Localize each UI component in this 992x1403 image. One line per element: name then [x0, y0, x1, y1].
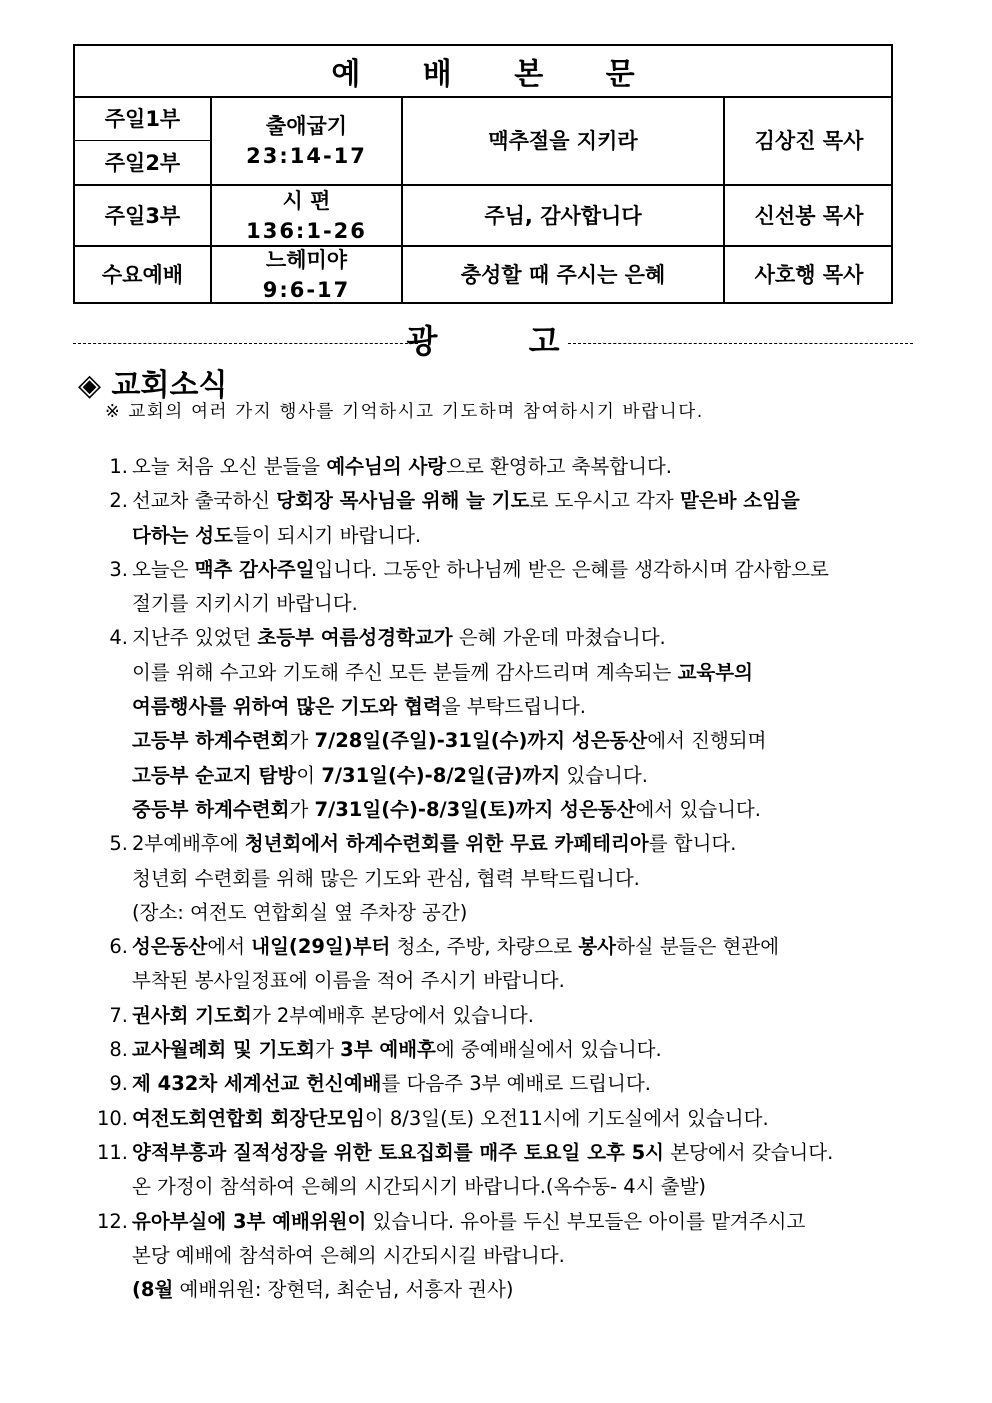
scripture-wednesday: [212, 247, 401, 302]
list-item-line: [132, 484, 910, 518]
body-text: 있습니다. 유아를 두신 부모들은 아이를 맡겨주시고: [366, 1209, 806, 1233]
body-text: 이 8/3일(토) 오전11시에 기도실에서 있습니다.: [364, 1106, 769, 1130]
body-text: 오늘은: [132, 557, 195, 581]
sermon-title-12: 맥추절을 지키라: [488, 129, 638, 153]
emphasis-text: 다하는 성도: [132, 523, 233, 547]
sermon-title-3: 주님, 감사합니다: [484, 203, 642, 228]
list-item-line: [132, 793, 910, 827]
list-item: [80, 1136, 910, 1205]
list-item-number: 3.: [109, 557, 128, 581]
body-text: 본당에서 갖습니다.: [664, 1140, 834, 1164]
list-item-number: 9.: [109, 1072, 128, 1096]
body-text: 입니다. 그동안 하나님께 받은 은혜를 생각하시며 감사함으로: [314, 557, 829, 581]
sermon-title-wednesday: 충성할 때 주시는 은혜: [460, 262, 666, 287]
list-item-line: [132, 827, 910, 861]
list-item-line: [132, 553, 910, 587]
list-item: [80, 999, 910, 1033]
list-item: [80, 1033, 910, 1067]
list-item: [80, 827, 910, 930]
scripture-ref: 136:1-26: [246, 218, 367, 243]
body-text: 2부예배후에: [132, 832, 245, 856]
body-text: 이: [296, 763, 322, 787]
list-item: [80, 553, 910, 622]
body-text: 로 도우시고 각자: [529, 489, 680, 513]
emphasis-text: 내일(29일)부터: [251, 935, 391, 959]
body-text: 지난주 있었던: [132, 626, 258, 650]
scripture-book: 시 편: [282, 188, 331, 213]
emphasis-text: (8월: [132, 1278, 174, 1302]
body-text: 에서: [207, 935, 252, 959]
list-item: [80, 484, 910, 553]
emphasis-text: 성은동산: [132, 935, 208, 959]
body-text: 선교차 출국하신: [132, 489, 277, 513]
emphasis-text: 교사월례회 및 기도회: [132, 1038, 316, 1062]
body-text: 예배위원: 장현덕, 최순님, 서흥자 권사): [173, 1278, 514, 1302]
list-item-line: [132, 1136, 910, 1170]
list-item-line: [132, 587, 910, 621]
body-text: 본당 예배에 참석하여 은혜의 시간되시길 바랍니다.: [132, 1243, 565, 1267]
list-item-number: 11.: [96, 1140, 128, 1164]
list-item-number: 12.: [96, 1209, 128, 1233]
body-text: 에 중예배실에서 있습니다.: [435, 1038, 662, 1062]
list-item-line: [132, 656, 910, 690]
list-item-number: 1.: [109, 455, 128, 478]
list-item-number: 5.: [109, 832, 128, 856]
preacher-12: 김상진 목사: [754, 129, 864, 153]
church-news-title: ◈ 교회소식: [78, 368, 228, 403]
list-item-number: 2.: [109, 489, 128, 513]
worship-table: [73, 44, 893, 304]
body-text: 을 부탁드립니다.: [441, 695, 586, 719]
list-item: [80, 930, 910, 999]
body-text: 있습니다.: [560, 763, 648, 787]
list-item-line: [132, 1239, 910, 1273]
list-item-line: [132, 621, 910, 655]
list-item: [80, 1205, 910, 1308]
body-text: 들이 되시기 바랍니다.: [232, 523, 422, 547]
emphasis-text: 초등부 여름성경학교가: [257, 626, 453, 650]
service-3: 주일3부: [104, 203, 181, 228]
list-item-line: [132, 1067, 910, 1101]
scripture-ref: 9:6-17: [262, 277, 351, 302]
emphasis-text: 고등부 하계수련회: [132, 729, 290, 753]
list-item-line: [132, 964, 910, 998]
list-item: [80, 621, 910, 827]
body-text: (장소: 여전도 연합회실 옆 주차장 공간): [132, 900, 468, 924]
scripture-book: 출애굽기: [265, 114, 348, 138]
body-text: 에서 진행되며: [647, 729, 767, 753]
list-item-number: 10.: [96, 1106, 128, 1130]
list-item-number: 6.: [109, 935, 128, 959]
emphasis-text: 7/28일(주일)-31일(수)까지 성은동산: [314, 729, 648, 753]
list-item-line: [132, 1170, 910, 1204]
service-wednesday: 수요예배: [101, 262, 184, 287]
body-text: 에서 있습니다.: [635, 797, 761, 821]
body-text: 청소, 주방, 차량으로: [390, 935, 579, 959]
emphasis-text: 맡은바 소임을: [679, 489, 800, 513]
announcements-header: [73, 316, 913, 360]
emphasis-text: 유아부실에 3부 예배위원이: [132, 1209, 367, 1233]
emphasis-text: 봉사: [578, 935, 616, 959]
list-item-line: [132, 450, 910, 484]
emphasis-text: 여전도회연합회 회장단모임: [132, 1106, 365, 1130]
emphasis-text: 맥추 감사주일: [194, 557, 315, 581]
list-item-line: [132, 759, 910, 793]
list-item-line: [132, 690, 910, 724]
emphasis-text: 양적부흥과 질적성장을 위한 토요집회를 매주 토요일 오후 5시: [132, 1140, 665, 1164]
list-item: [80, 450, 910, 484]
body-text: 은혜 가운데 마쳤습니다.: [452, 626, 666, 650]
body-text: 가: [289, 729, 315, 753]
body-text: 가 2부예배후 본당에서 있습니다.: [251, 1003, 534, 1027]
worship-table-title: 예 배 본 문: [75, 46, 891, 98]
scripture-book: 느헤미야: [265, 247, 348, 272]
emphasis-text: 예수님의 사랑: [326, 455, 447, 478]
announcements-title: 광 고: [406, 322, 600, 360]
list-item-line: [132, 519, 910, 553]
emphasis-text: 청년회에서 하계수련회를 위한 무료 카페테리아: [244, 832, 649, 856]
body-text: 부착된 봉사일정표에 이름을 적어 주시기 바랍니다.: [132, 969, 565, 993]
emphasis-text: 교육부의: [677, 660, 753, 684]
body-text: 절기를 지키시기 바랍니다.: [132, 592, 358, 616]
emphasis-text: 제 432차 세계선교 헌신예배: [132, 1072, 382, 1096]
emphasis-text: 고등부 순교지 탐방: [132, 763, 297, 787]
body-text: 온 가정이 참석하여 은혜의 시간되시기 바랍니다.(옥수동- 4시 출발): [132, 1175, 707, 1199]
church-news-note: ※ 교회의 여러 가지 행사를 기억하시고 기도하며 참여하시기 바랍니다.: [105, 402, 704, 422]
list-item-line: [132, 896, 910, 930]
emphasis-text: 7/31일(수)-8/2일(금)까지: [321, 763, 561, 787]
body-text: 를 다음주 3부 예배로 드립니다.: [381, 1072, 651, 1096]
body-text: 오늘 처음 오신 분들을: [132, 455, 327, 478]
list-item-line: [132, 1033, 910, 1067]
list-item-number: 4.: [109, 626, 128, 650]
emphasis-text: 당회장 목사님을 위해 늘 기도: [276, 489, 530, 513]
scripture-12: [212, 98, 401, 184]
list-item-line: [132, 1273, 910, 1307]
body-text: 청년회 수련회를 위해 많은 기도와 관심, 협력 부탁드립니다.: [132, 866, 640, 890]
list-item: [80, 1067, 910, 1101]
emphasis-text: 7/31일(수)-8/3일(토)까지 성은동산: [314, 797, 636, 821]
list-item-number: 7.: [109, 1003, 128, 1027]
body-text: 가: [289, 797, 315, 821]
preacher-3: 신선봉 목사: [754, 203, 864, 228]
scripture-3: [212, 186, 401, 245]
list-item-line: [132, 724, 910, 758]
list-item-line: [132, 999, 910, 1033]
announcement-list: [80, 450, 910, 1307]
service-1: 주일1부: [104, 107, 181, 131]
body-text: 하실 분들은 현관에: [615, 935, 780, 959]
preacher-wednesday: 사호행 목사: [754, 262, 864, 287]
service-2: 주일2부: [104, 150, 181, 175]
body-text: 가: [315, 1038, 341, 1062]
emphasis-text: 여름행사를 위하여 많은 기도와 협력: [132, 695, 442, 719]
body-text: 를 합니다.: [648, 832, 737, 856]
emphasis-text: 권사회 기도회: [132, 1003, 252, 1027]
list-item-line: [132, 1102, 910, 1136]
scripture-ref: 23:14-17: [246, 144, 367, 168]
list-item-number: 8.: [109, 1038, 128, 1062]
list-item-line: [132, 862, 910, 896]
body-text: 으로 환영하고 축복합니다.: [446, 455, 672, 478]
list-item-line: [132, 1205, 910, 1239]
emphasis-text: 중등부 하계수련회: [132, 797, 290, 821]
emphasis-text: 3부 예배후: [340, 1038, 436, 1062]
list-item: [80, 1102, 910, 1136]
list-item-line: [132, 930, 910, 964]
body-text: 이를 위해 수고와 기도해 주신 모든 분들께 감사드리며 계속되는: [132, 660, 678, 684]
